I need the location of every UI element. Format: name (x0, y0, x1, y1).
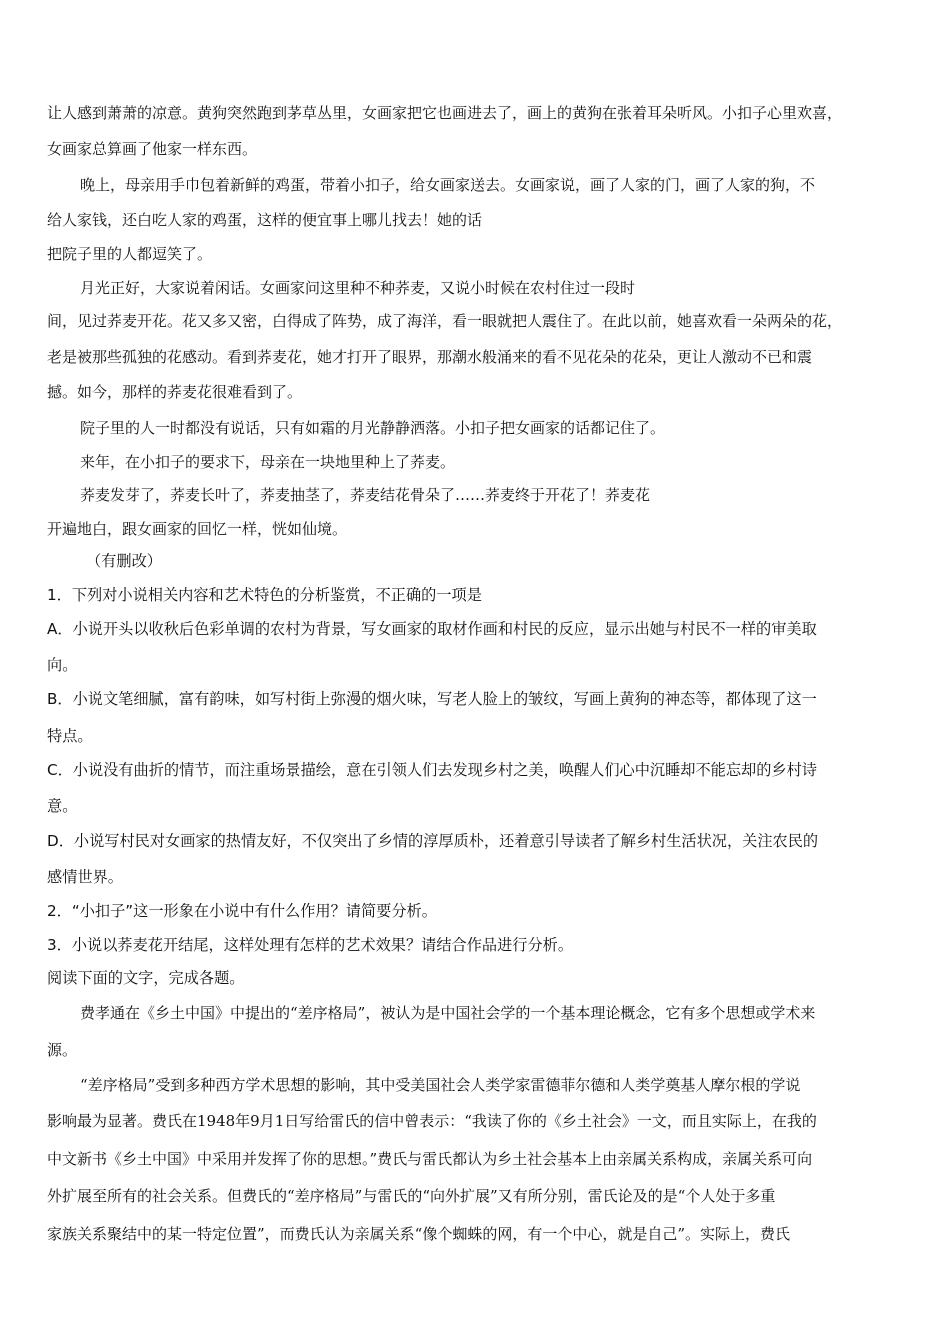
question-2: 2．“小扣子”这一形象在小说中有什么作用？请简要分析。 (47, 902, 437, 920)
passage-line: 费孝通在《乡土中国》中提出的“差序格局”，被认为是中国社会学的一个基本理论概念，它有多个思想或学术来 (80, 1004, 816, 1022)
story-line: 荞麦发芽了，荞麦长叶了，荞麦抽茎了，荞麦结花骨朵了……荞麦终于开花了！荞麦花 (80, 486, 651, 504)
story-line: 月光正好，大家说着闲话。女画家问这里种不种荞麦，又说小时候在农村住过一段时 (80, 279, 636, 297)
story-line: 开遍地白，跟女画家的回忆一样，恍如仙境。 (47, 520, 348, 538)
reading-instruction: 阅读下面的文字，完成各题。 (47, 969, 245, 987)
option-a-cont: 向。 (47, 656, 78, 674)
story-line: 院子里的人一时都没有说话，只有如霜的月光静静洒落。小扣子把女画家的话都记住了。 (80, 419, 666, 437)
option-d: D．小说写村民对女画家的热情友好，不仅突出了乡情的淳厚质朴，还着意引导读者了解乡村生活状况，关注农民的 (47, 832, 819, 850)
story-line: 把院子里的人都逗笑了。 (47, 245, 213, 263)
option-d-cont: 感情世界。 (47, 868, 123, 886)
story-line: 老是被那些孤独的花感动。看到荞麦花，她才打开了眼界，那潮水般涌来的看不见花朵的花朵，更让人激动不已和震 (47, 348, 813, 366)
question-3: 3．小说以荞麦花开结尾，这样处理有怎样的艺术效果？请结合作品进行分析。 (47, 936, 574, 954)
passage-line: 家族关系聚结中的某一特定位置”，而费氏认为亲属关系“像个蜘蛛的网，有一个中心，就是自己”。实际上，费氏 (47, 1225, 791, 1243)
question-1-stem: 1．下列对小说相关内容和艺术特色的分析鉴赏，不正确的一项是 (47, 586, 482, 604)
option-b-cont: 特点。 (47, 727, 93, 745)
story-line: 撼。如今，那样的荞麦花很难看到了。 (47, 383, 303, 401)
story-line: 间，见过荞麦开花。花又多又密，白得成了阵势，成了海洋，看一眼就把人震住了。在此以前，她喜欢看一朵两朵的花， (47, 312, 843, 330)
passage-line: 外扩展至所有的社会关系。但费氏的“差序格局”与雷氏的“向外扩展”又有所分别，雷氏论及的是“个人处于多重 (47, 1187, 776, 1205)
passage-line: 中文新书《乡土中国》中采用并发挥了你的思想。”费氏与雷氏都认为乡土社会基本上由亲属关系构成，亲属关系可向 (47, 1150, 813, 1168)
option-a: A．小说开头以收秋后色彩单调的农村为背景，写女画家的取材作画和村民的反应，显示出她与村民不一样的审美取 (47, 620, 817, 638)
passage-line: “差序格局”受到多种西方学术思想的影响，其中受美国社会人类学家雷德菲尔德和人类学奠基人摩尔根的学说 (80, 1076, 801, 1094)
option-c-cont: 意。 (47, 797, 78, 815)
story-line: 给人家钱，还白吃人家的鸡蛋，这样的便宜事上哪儿找去！她的话 (47, 211, 483, 229)
option-c: C．小说没有曲折的情节，而注重场景描绘，意在引领人们去发现乡村之美，唤醒人们心中沉睡却不能忘却的乡村诗 (47, 761, 817, 779)
passage-line: 影响最为显著。费氏在1948年9月1日写给雷氏的信中曾表示：“我读了你的《乡土社会》一文，而且实际上，在我的 (47, 1112, 817, 1130)
story-line: 女画家总算画了他家一样东西。 (47, 140, 258, 158)
story-line: 来年，在小扣子的要求下，母亲在一块地里种上了荞麦。 (80, 453, 456, 471)
option-b: B．小说文笔细腻，富有韵味，如写村街上弥漫的烟火味，写老人脸上的皱纹，写画上黄狗的神态等，都体现了这一 (47, 690, 817, 708)
story-line: 晚上，母亲用手巾包着新鲜的鸡蛋，带着小扣子，给女画家送去。女画家说，画了人家的门，画了人家的狗，不 (80, 176, 816, 194)
source-note: （有删改） (86, 552, 162, 570)
story-line: 让人感到萧萧的凉意。黄狗突然跑到茅草丛里，女画家把它也画进去了，画上的黄狗在张着耳朵听风。小扣子心里欢喜， (47, 104, 843, 122)
passage-line: 源。 (47, 1041, 78, 1059)
